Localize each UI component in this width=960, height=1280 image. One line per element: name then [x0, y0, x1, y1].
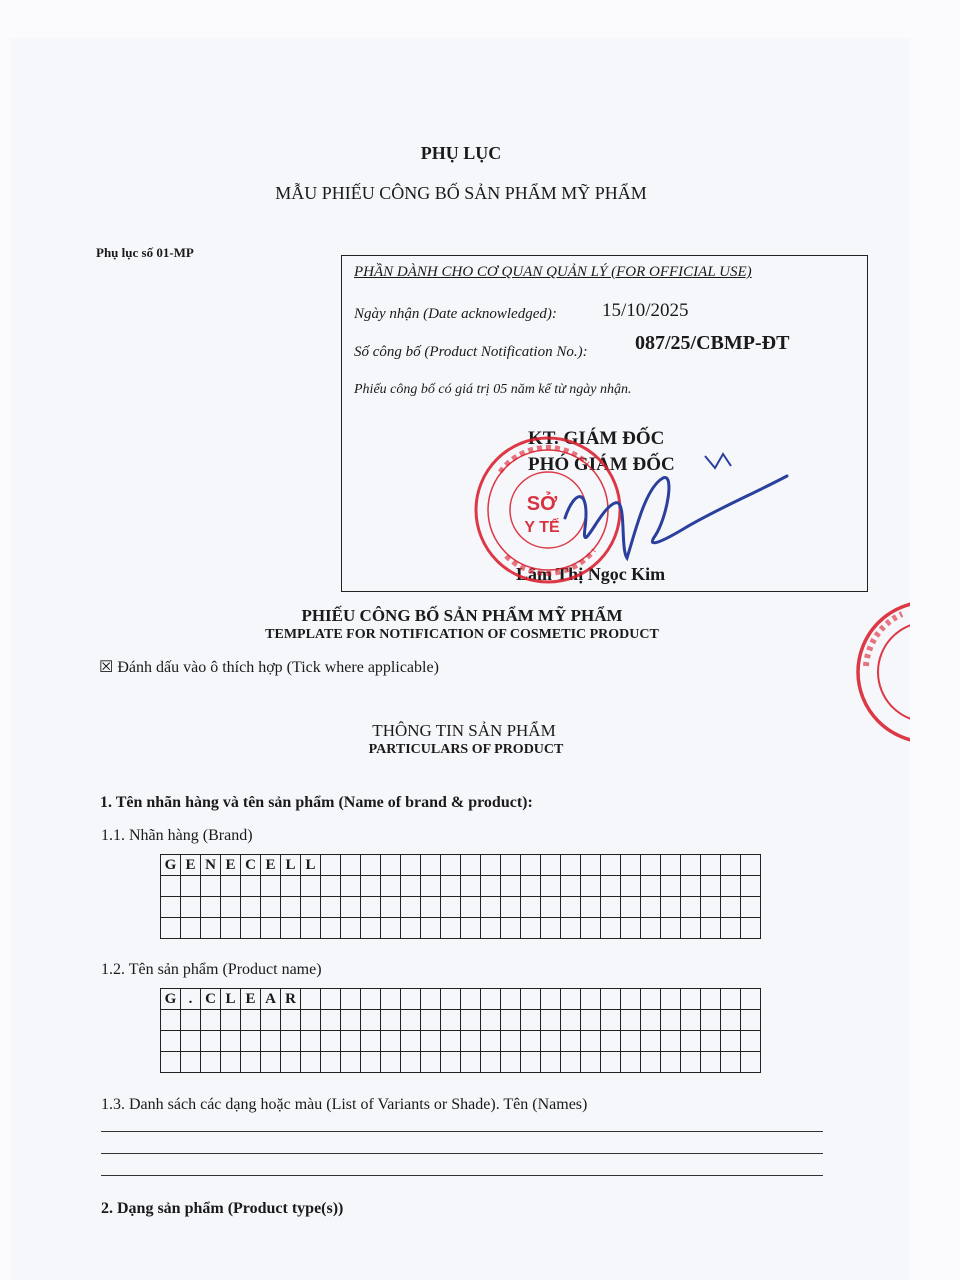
product-letter-cell [341, 989, 361, 1010]
section-2-heading: 2. Dạng sản phẩm (Product type(s)) [101, 1200, 344, 1217]
brand-letter-cell [721, 855, 741, 876]
brand-letter-cell [161, 876, 181, 897]
product-letter-cell [441, 1031, 461, 1052]
brand-letter-cell [561, 918, 581, 939]
product-letter-cell [201, 1010, 221, 1031]
brand-letter-cell [481, 897, 501, 918]
particulars-title: THÔNG TIN SẢN PHẨM [372, 721, 556, 740]
brand-letter-cell [321, 876, 341, 897]
product-letter-cell [301, 989, 321, 1010]
brand-letter-cell [401, 876, 421, 897]
page-title: PHỤ LỤC [420, 143, 502, 163]
product-letter-cell [341, 1031, 361, 1052]
product-letter-cell [581, 989, 601, 1010]
product-letter-cell [241, 1052, 261, 1073]
brand-letter-cell [421, 876, 441, 897]
brand-letter-cell [301, 918, 321, 939]
product-letter-cell [661, 1031, 681, 1052]
product-letter-cell [361, 1052, 381, 1073]
brand-letter-cell [281, 897, 301, 918]
brand-letter-cell [501, 876, 521, 897]
product-letter-cell [561, 1052, 581, 1073]
product-letter-cell [441, 1010, 461, 1031]
product-letter-cell [381, 1031, 401, 1052]
product-letter-cell [321, 1031, 341, 1052]
brand-letter-cell [161, 918, 181, 939]
brand-letter-cell [641, 897, 661, 918]
brand-letter-cell [221, 897, 241, 918]
brand-letter-cell [481, 918, 501, 939]
product-letter-cell [681, 1031, 701, 1052]
brand-letter-cell [281, 876, 301, 897]
brand-letter-cell [441, 918, 461, 939]
brand-letter-cell [621, 876, 641, 897]
product-letter-cell [501, 1031, 521, 1052]
brand-letter-cell [501, 918, 521, 939]
product-letter-cell [601, 1010, 621, 1031]
brand-letter-cell [581, 876, 601, 897]
product-letter-cell [241, 1031, 261, 1052]
product-letter-cell [181, 1052, 201, 1073]
product-letter-cell [641, 1010, 661, 1031]
product-letter-cell [741, 989, 761, 1010]
brand-letter-cell [601, 876, 621, 897]
brand-letter-cell [301, 876, 321, 897]
product-letter-cell: L [221, 989, 241, 1010]
product-letter-cell [401, 1031, 421, 1052]
brand-letter-cell [421, 855, 441, 876]
product-letter-cell [401, 1052, 421, 1073]
brand-letter-cell [201, 918, 221, 939]
brand-letter-cell [401, 918, 421, 939]
brand-letter-cell [401, 855, 421, 876]
brand-letter-cell [341, 897, 361, 918]
form-title: PHIẾU CÔNG BỐ SẢN PHẨM MỸ PHẨM [301, 606, 623, 625]
date-acknowledged-label: Ngày nhận (Date acknowledged): [354, 306, 557, 322]
notification-number-label: Số công bố (Product Notification No.): [354, 344, 588, 360]
product-letter-cell [221, 1010, 241, 1031]
product-letter-cell [501, 989, 521, 1010]
product-letter-cell [681, 1052, 701, 1073]
seal-center-text-2: Y TẾ [524, 519, 560, 536]
product-letter-cell [561, 1010, 581, 1031]
product-letter-row [161, 1010, 761, 1031]
product-letter-cell [481, 1052, 501, 1073]
product-letter-cell [601, 1052, 621, 1073]
brand-letter-cell: L [301, 855, 321, 876]
product-letter-cell [201, 1052, 221, 1073]
product-letter-cell [721, 989, 741, 1010]
date-acknowledged-value: 15/10/2025 [602, 300, 689, 321]
brand-letter-cell [261, 876, 281, 897]
variants-line-2 [101, 1153, 823, 1154]
product-letter-cell [461, 1031, 481, 1052]
brand-letter-cell [341, 918, 361, 939]
product-letter-cell [701, 989, 721, 1010]
brand-letter-cell [321, 897, 341, 918]
product-letter-cell [181, 1031, 201, 1052]
product-letter-cell [581, 1010, 601, 1031]
brand-letter-cell [261, 897, 281, 918]
product-letter-cell [481, 989, 501, 1010]
brand-letter-cell [361, 918, 381, 939]
product-letter-cell [541, 1052, 561, 1073]
brand-letter-cell [701, 876, 721, 897]
product-letter-cell [621, 1010, 641, 1031]
product-letter-cell [461, 989, 481, 1010]
product-letter-cell [701, 1031, 721, 1052]
brand-letter-cell [241, 876, 261, 897]
brand-letter-cell [501, 855, 521, 876]
product-letter-cell [361, 1010, 381, 1031]
brand-letter-cell [201, 876, 221, 897]
brand-letter-cell [421, 897, 441, 918]
product-letter-cell [161, 1010, 181, 1031]
brand-letter-cell [561, 876, 581, 897]
product-letter-cell [541, 1031, 561, 1052]
brand-letter-cell [361, 855, 381, 876]
brand-letter-cell [701, 897, 721, 918]
product-letter-cell [621, 1031, 641, 1052]
brand-letter-cell [601, 918, 621, 939]
product-letter-cell [701, 1052, 721, 1073]
variants-line-1 [101, 1131, 823, 1132]
notification-number-value: 087/25/CBMP-ĐT [635, 332, 790, 354]
variants-label: 1.3. Danh sách các dạng hoặc màu (List of Variants or Shade). Tên (Names) [101, 1096, 588, 1113]
product-letter-cell [521, 1010, 541, 1031]
brand-letter-cell [721, 876, 741, 897]
brand-letter-cell [561, 855, 581, 876]
product-letter-cell [361, 1031, 381, 1052]
signer-title-2: PHÓ GIÁM ĐỐC [528, 454, 675, 475]
brand-letter-cell [601, 855, 621, 876]
brand-letter-cell [681, 876, 701, 897]
brand-letter-cell [161, 897, 181, 918]
page-subtitle: MẪU PHIẾU CÔNG BỐ SẢN PHẨM MỸ PHẨM [275, 183, 647, 203]
product-letter-cell [621, 989, 641, 1010]
brand-letter-cell [261, 918, 281, 939]
brand-letter-cell [741, 855, 761, 876]
product-letter-cell [481, 1031, 501, 1052]
brand-letter-cell [461, 897, 481, 918]
product-letter-row [161, 1031, 761, 1052]
product-letter-cell [421, 1031, 441, 1052]
product-letter-cell [661, 989, 681, 1010]
validity-note: Phiếu công bố có giá trị 05 năm kể từ ngày nhận. [354, 382, 632, 397]
brand-letter-cell [181, 876, 201, 897]
brand-letter-cell [241, 897, 261, 918]
brand-letter-cell [741, 897, 761, 918]
brand-letter-cell [501, 897, 521, 918]
signature-mark [555, 448, 795, 578]
product-letter-cell [541, 989, 561, 1010]
product-letter-cell: G [161, 989, 181, 1010]
product-letter-cell [501, 1010, 521, 1031]
product-letter-cell [641, 1031, 661, 1052]
product-letter-cell [261, 1052, 281, 1073]
brand-letter-cell [581, 897, 601, 918]
brand-letter-cell [341, 855, 361, 876]
brand-letter-cell [661, 855, 681, 876]
product-letter-cell [721, 1052, 741, 1073]
product-letter-cell [301, 1052, 321, 1073]
product-letter-cell [421, 989, 441, 1010]
brand-letter-row [161, 897, 761, 918]
brand-letter-cell [581, 855, 601, 876]
brand-letter-cell [381, 918, 401, 939]
brand-letter-cell [641, 855, 661, 876]
product-letter-cell [221, 1052, 241, 1073]
official-heading: PHẦN DÀNH CHO CƠ QUAN QUẢN LÝ (FOR OFFICIAL USE) [354, 264, 752, 280]
product-letter-cell: R [281, 989, 301, 1010]
brand-letter-cell [541, 876, 561, 897]
product-letter-cell [521, 1052, 541, 1073]
product-letter-cell [301, 1031, 321, 1052]
brand-letter-cell [481, 876, 501, 897]
product-letter-cell: A [261, 989, 281, 1010]
product-letter-cell [221, 1031, 241, 1052]
product-letter-cell [721, 1031, 741, 1052]
product-name-label: 1.2. Tên sản phẩm (Product name) [101, 961, 322, 978]
product-letter-cell [561, 1031, 581, 1052]
brand-letter-cell [461, 918, 481, 939]
brand-letter-cell [401, 897, 421, 918]
product-letter-cell [321, 1010, 341, 1031]
product-letter-row [161, 1052, 761, 1073]
product-letter-row [161, 989, 761, 1010]
product-letter-cell [641, 989, 661, 1010]
product-letter-cell [261, 1010, 281, 1031]
product-letter-cell [381, 989, 401, 1010]
product-letter-cell [741, 1031, 761, 1052]
brand-letter-cell: E [221, 855, 241, 876]
brand-letter-cell [621, 918, 641, 939]
product-letter-cell [521, 989, 541, 1010]
brand-letter-row [161, 855, 761, 876]
product-letter-cell [401, 989, 421, 1010]
product-letter-cell: C [201, 989, 221, 1010]
brand-letter-cell [581, 918, 601, 939]
brand-label: 1.1. Nhãn hàng (Brand) [101, 827, 253, 844]
brand-letter-cell [721, 918, 741, 939]
product-letter-cell [161, 1031, 181, 1052]
product-letter-cell [741, 1010, 761, 1031]
brand-letter-cell [681, 897, 701, 918]
product-letter-cell [521, 1031, 541, 1052]
product-letter-cell [241, 1010, 261, 1031]
brand-letter-cell [321, 918, 341, 939]
brand-letter-grid [160, 854, 761, 939]
product-letter-cell [201, 1031, 221, 1052]
product-letter-cell [281, 1010, 301, 1031]
section-1-heading: 1. Tên nhãn hàng và tên sản phẩm (Name of brand & product): [100, 794, 533, 811]
brand-letter-cell [661, 897, 681, 918]
brand-letter-cell [641, 918, 661, 939]
product-letter-cell [381, 1052, 401, 1073]
brand-letter-cell [521, 918, 541, 939]
brand-letter-cell [521, 897, 541, 918]
product-letter-cell [581, 1052, 601, 1073]
product-letter-cell [601, 1031, 621, 1052]
product-letter-cell [681, 989, 701, 1010]
brand-letter-cell [461, 855, 481, 876]
brand-letter-cell: N [201, 855, 221, 876]
brand-letter-cell [201, 897, 221, 918]
product-letter-cell [681, 1010, 701, 1031]
product-letter-cell [421, 1052, 441, 1073]
brand-letter-cell: E [261, 855, 281, 876]
product-letter-grid [160, 988, 761, 1073]
brand-letter-cell: C [241, 855, 261, 876]
brand-letter-cell [441, 855, 461, 876]
brand-letter-cell [681, 918, 701, 939]
product-letter-cell [601, 989, 621, 1010]
brand-letter-cell [361, 876, 381, 897]
brand-letter-cell: G [161, 855, 181, 876]
brand-letter-cell [641, 876, 661, 897]
product-letter-cell [541, 1010, 561, 1031]
product-letter-cell [361, 989, 381, 1010]
tick-instruction-label: Đánh dấu vào ô thích hợp (Tick where applicable) [117, 659, 439, 676]
product-letter-cell [281, 1052, 301, 1073]
brand-letter-cell [701, 855, 721, 876]
form-title-en: TEMPLATE FOR NOTIFICATION OF COSMETIC PRODUCT [265, 627, 659, 642]
brand-letter-cell [281, 918, 301, 939]
product-letter-cell [661, 1010, 681, 1031]
product-letter-cell [741, 1052, 761, 1073]
product-letter-cell [301, 1010, 321, 1031]
brand-letter-cell [441, 876, 461, 897]
product-letter-cell [661, 1052, 681, 1073]
brand-letter-cell [661, 918, 681, 939]
product-letter-cell [461, 1010, 481, 1031]
product-letter-cell [321, 1052, 341, 1073]
brand-letter-cell [381, 897, 401, 918]
brand-letter-cell [381, 855, 401, 876]
brand-letter-cell [461, 876, 481, 897]
brand-letter-cell [341, 876, 361, 897]
brand-letter-cell [741, 876, 761, 897]
product-letter-cell [701, 1010, 721, 1031]
checkbox-checked-icon: ☒ [99, 659, 114, 676]
brand-letter-cell [361, 897, 381, 918]
brand-letter-cell [661, 876, 681, 897]
product-letter-cell [381, 1010, 401, 1031]
product-letter-cell [621, 1052, 641, 1073]
appendix-number: Phụ lục số 01-MP [96, 245, 194, 260]
product-letter-cell [341, 1052, 361, 1073]
brand-letter-cell [481, 855, 501, 876]
product-letter-cell [401, 1010, 421, 1031]
brand-letter-cell [721, 897, 741, 918]
brand-letter-cell [621, 897, 641, 918]
brand-letter-cell [441, 897, 461, 918]
brand-letter-cell [181, 897, 201, 918]
product-letter-cell: . [181, 989, 201, 1010]
signer-title-1: KT. GIÁM ĐỐC [528, 428, 665, 449]
signer-name: Lâm Thị Ngọc Kim [516, 564, 666, 584]
brand-letter-cell: L [281, 855, 301, 876]
brand-letter-cell [381, 876, 401, 897]
brand-letter-cell [541, 918, 561, 939]
product-letter-cell [421, 1010, 441, 1031]
seal-center-text: SỞ [526, 493, 558, 515]
company-seal-stamp [852, 596, 910, 748]
product-letter-cell [581, 1031, 601, 1052]
product-letter-cell [181, 1010, 201, 1031]
brand-letter-cell [621, 855, 641, 876]
brand-letter-cell: E [181, 855, 201, 876]
brand-letter-cell [601, 897, 621, 918]
variants-line-3 [101, 1175, 823, 1176]
product-letter-cell [321, 989, 341, 1010]
product-letter-cell [501, 1052, 521, 1073]
product-letter-cell [481, 1010, 501, 1031]
product-letter-cell [261, 1031, 281, 1052]
tick-instruction [99, 657, 439, 677]
brand-letter-cell [701, 918, 721, 939]
product-letter-cell [561, 989, 581, 1010]
brand-letter-cell [301, 897, 321, 918]
brand-letter-cell [681, 855, 701, 876]
brand-letter-row [161, 876, 761, 897]
product-letter-cell [721, 1010, 741, 1031]
product-letter-cell [161, 1052, 181, 1073]
brand-letter-cell [541, 855, 561, 876]
brand-letter-cell [561, 897, 581, 918]
brand-letter-cell [181, 918, 201, 939]
brand-letter-cell [741, 918, 761, 939]
brand-letter-cell [221, 876, 241, 897]
brand-letter-cell [241, 918, 261, 939]
brand-letter-cell [541, 897, 561, 918]
product-letter-cell [641, 1052, 661, 1073]
product-letter-cell [441, 989, 461, 1010]
brand-letter-cell [321, 855, 341, 876]
product-letter-cell [461, 1052, 481, 1073]
particulars-title-en: PARTICULARS OF PRODUCT [368, 742, 564, 757]
brand-letter-cell [521, 876, 541, 897]
brand-letter-row [161, 918, 761, 939]
product-letter-cell: E [241, 989, 261, 1010]
product-letter-cell [441, 1052, 461, 1073]
product-letter-cell [281, 1031, 301, 1052]
product-letter-cell [341, 1010, 361, 1031]
brand-letter-cell [221, 918, 241, 939]
brand-letter-cell [421, 918, 441, 939]
brand-letter-cell [521, 855, 541, 876]
